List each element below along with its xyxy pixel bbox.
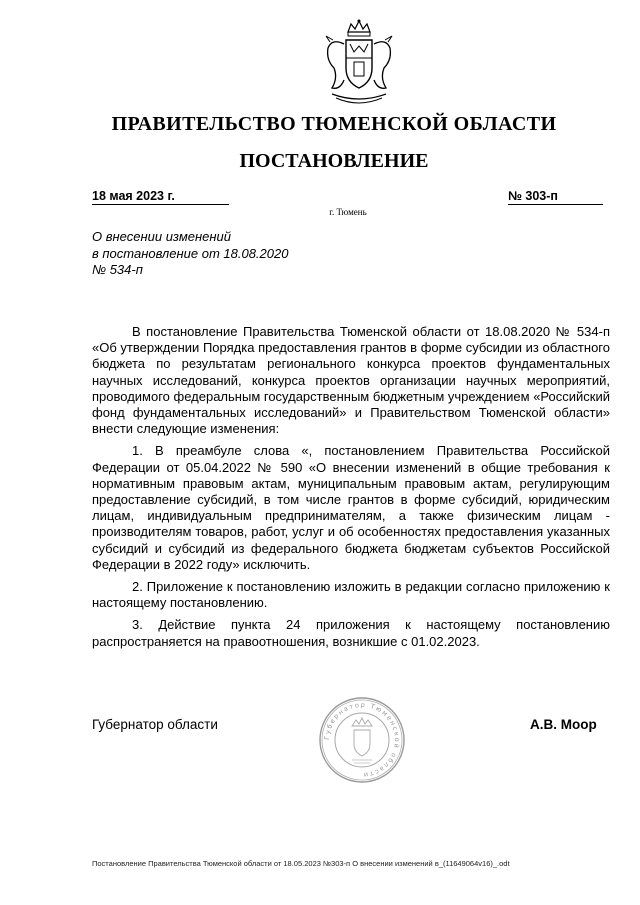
document-number: № 303-п [508, 189, 603, 205]
body-paragraph: 3. Действие пункта 24 приложения к настоящему постановлению распространяется на правоотношения, возникшие с 01.02.2023. [92, 617, 610, 649]
document-body [92, 324, 610, 650]
signatory-title: Губернатор области [92, 717, 218, 732]
body-paragraph: 1. В преамбуле слова «, постановлением Правительства Российской Федерации от 05.04.2022 № 590 «О внесении изменений в общие требования к нормативным правовым актам, муниципальным правовым актам, регулирующим предоставление субсидий, в том числе грантов в форме субсидий, юридическим лицам, индивидуальным предпринимателям, а также физическим лицам - производителям товаров, работ, услуг и об особенностях предоставления указанных субсидий и субсидий из федерального бюджета бюджетам субъектов Российской Федерации в 2022 году» исключить. [92, 443, 610, 572]
official-seal-icon [318, 696, 406, 784]
coat-of-arms-icon [318, 18, 400, 110]
document-type: ПОСТАНОВЛЕНИЕ [239, 150, 429, 172]
document-date: 18 мая 2023 г. [92, 189, 229, 205]
signatory-name: А.В. Моор [530, 717, 597, 732]
document-city: г. Тюмень [329, 207, 367, 217]
seal-ring-text: Губернатор Тюменской области [322, 700, 402, 780]
organization-title: ПРАВИТЕЛЬСТВО ТЮМЕНСКОЙ ОБЛАСТИ [111, 113, 557, 135]
subject-line: № 534-п [92, 262, 143, 277]
body-paragraph: В постановление Правительства Тюменской области от 18.08.2020 № 534-п «Об утверждении Порядка предоставления грантов в форме субсидии из областного бюджета по результатам регионального конкурса проектов фундаментальных научных исследований, конкурса проектов организации научных мероприятий, проводимого федеральным государственным бюджетным учреждением «Российский фонд фундаментальных исследований» и Правительством Тюменской области» внести следующие изменения: [92, 324, 610, 437]
body-paragraph: 2. Приложение к постановлению изложить в редакции согласно приложению к настоящему постановлению. [92, 579, 610, 611]
subject-line: О внесении изменений [92, 229, 231, 244]
document-subject [92, 229, 352, 279]
subject-line: в постановление от 18.08.2020 [92, 245, 289, 261]
document-footer: Постановление Правительства Тюменской области от 18.05.2023 №303-п О внесении изменений в_(11649064v16)_.odt [92, 859, 510, 868]
